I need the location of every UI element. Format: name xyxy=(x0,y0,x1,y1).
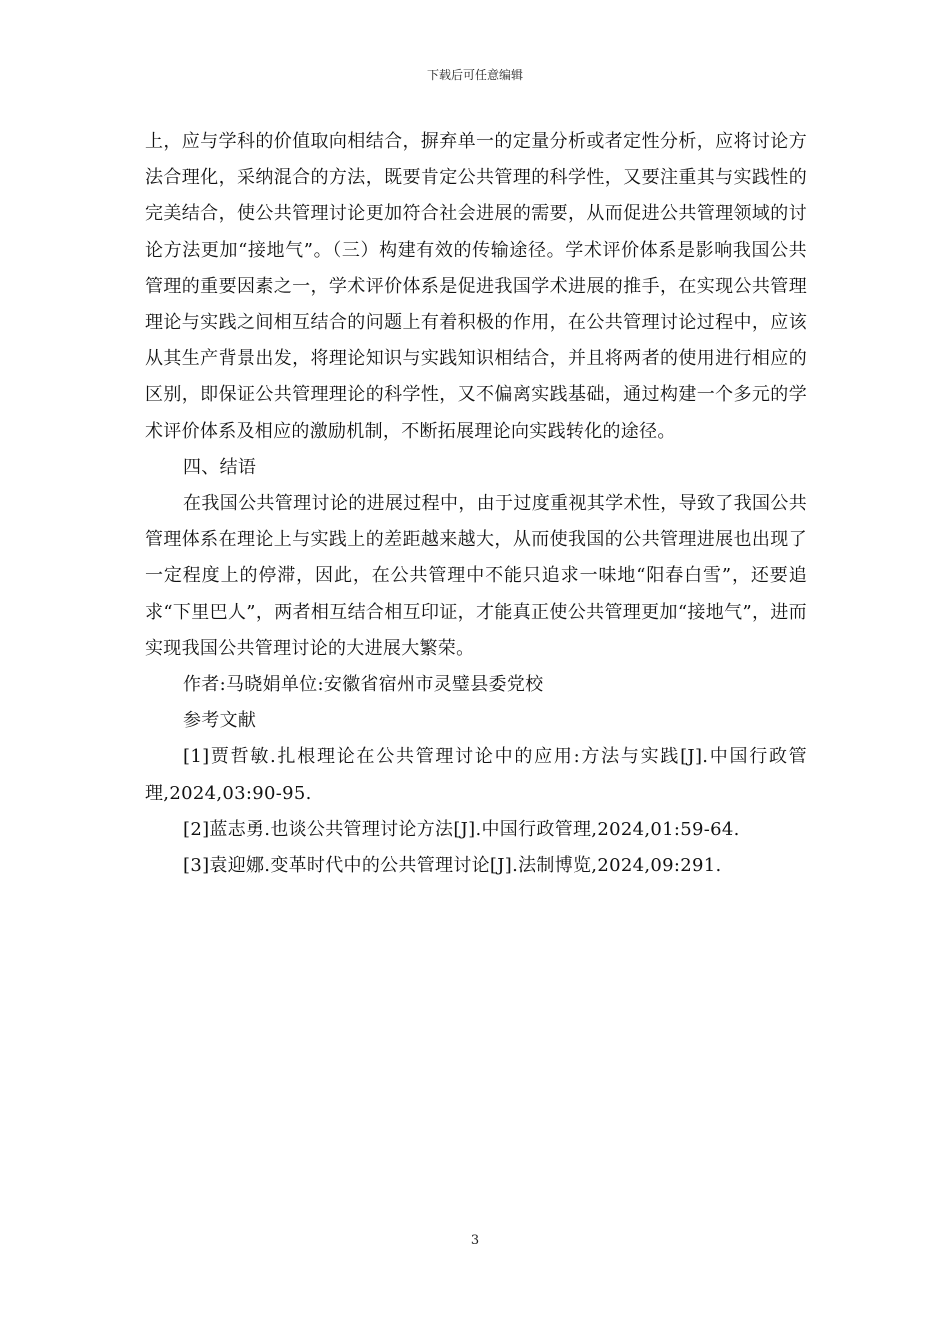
paragraph-conclusion: 在我国公共管理讨论的进展过程中，由于过度重视其学术性，导致了我国公共管理体系在理论上与实践上的差距越来越大，从而使我国的公共管理进展也出现了一定程度上的停滞，因此，在公共管理中不能只追求一味地“阳春白雪”，还要追求“下里巴人”，两者相互结合相互印证，才能真正使公共管理更加“接地气”，进而实现我国公共管理讨论的大进展大繁荣。 xyxy=(145,493,807,659)
references-heading: 参考文献 xyxy=(183,710,257,732)
reference-item: [1]贾哲敏.扎根理论在公共管理讨论中的应用:方法与实践[J].中国行政管理,2024,03:90-95. xyxy=(145,746,807,804)
reference-item: [2]蓝志勇.也谈公共管理讨论方法[J].中国行政管理,2024,01:59-64. xyxy=(183,818,740,840)
author-info: 作者:马晓娟单位:安徽省宿州市灵璧县委党校 xyxy=(183,674,544,696)
page-header: 下载后可任意编辑 xyxy=(426,68,523,82)
section-heading-conclusion: 四、结语 xyxy=(183,456,257,478)
page-number: 3 xyxy=(470,1233,480,1248)
reference-item: [3]袁迎娜.变革时代中的公共管理讨论[J].法制博览,2024,09:291. xyxy=(183,855,722,877)
paragraph-continuation: 上，应与学科的价值取向相结合，摒弃单一的定量分析或者定性分析，应将讨论方法合理化，采纳混合的方法，既要肯定公共管理的科学性，又要注重其与实践性的完美结合，使公共管理讨论更加符合社会进展的需要，从而促进公共管理领域的讨论方法更加“接地气”。（三）构建有效的传输途径。学术评价体系是影响我国公共管理的重要因素之一，学术评价体系是促进我国学术进展的推手，在实现公共管理理论与实践之间相互结合的问题上有着积极的作用，在公共管理讨论过程中，应该从其生产背景出发，将理论知识与实践知识相结合，并且将两者的使用进行相应的区别，即保证公共管理理论的科学性，又不偏离实践基础，通过构建一个多元的学术评价体系及相应的激励机制，不断拓展理论向实践转化的途径。 xyxy=(145,131,807,442)
document-body xyxy=(145,124,807,884)
